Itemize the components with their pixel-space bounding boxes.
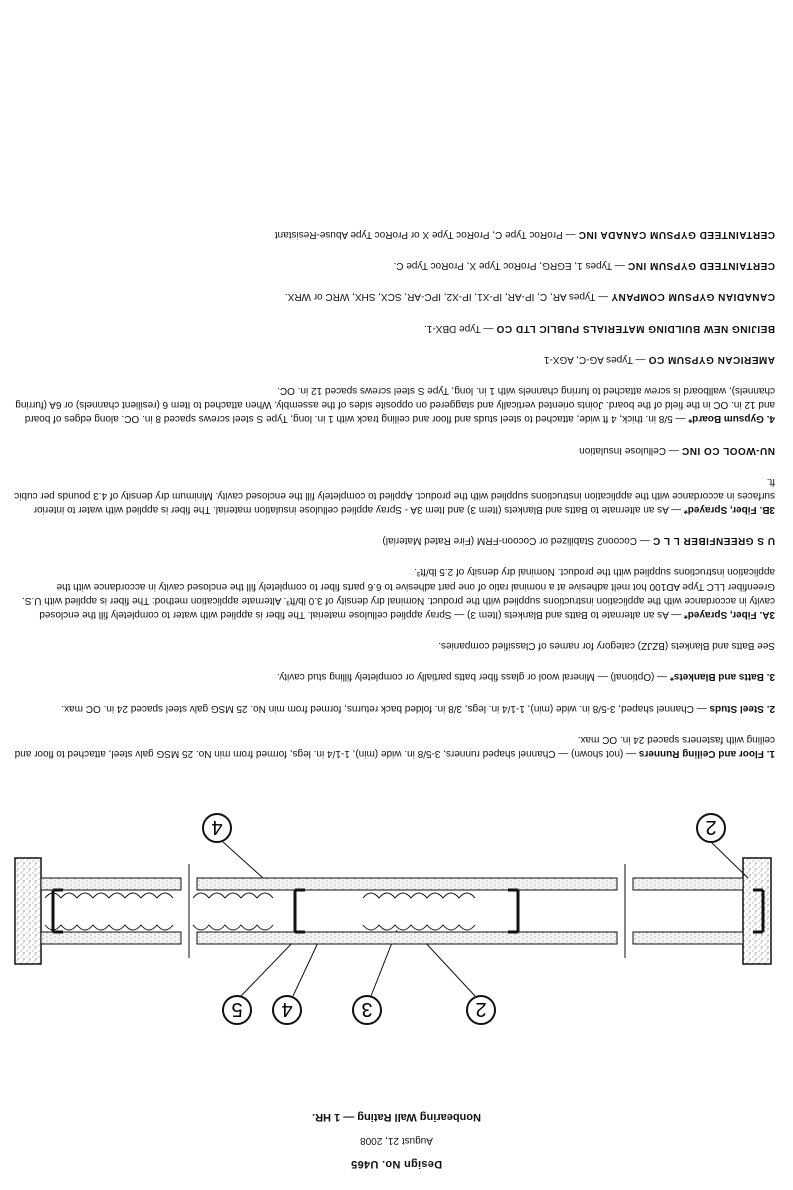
design-date: August 21, 2008 — [360, 1135, 433, 1146]
item-3a-manufacturer: U S GREENFIBER L L C — Cocoon2 Stabilized or Cocoon-FRM (Fire Rated Material) — [382, 535, 775, 547]
wall-rating: Nonbearing Wall Rating — 1 HR. — [312, 1111, 481, 1123]
item-3b-manufacturer: NU-WOOL CO INC — Cellulose Insulation — [579, 444, 775, 456]
svg-text:4: 4 — [281, 998, 293, 1020]
manufacturer-canadian-gypsum: CANADIAN GYPSUM COMPANY — Types AR, C, IP-AR, IP-X1, IP-X2, IPC-AR, SCX, SHX, WRC or WRX. — [284, 291, 775, 303]
item-4: 4. Gypsum Board* — 5/8 in. thick, 4 ft wide, attached to steel studs and floor and ceiling track with 1 in. long, Type S steel screws spaced 8 in. OC. along edges of board and 12 in. OC in the field of the board. Joints oriented vertically and staggered on opposite sides of the assembly. When attached to Item 6 (resilient channels) or 6A (furring channels), wallboard is screw attached to furring channels with 1 in. long, Type S steel screws spaced 12 in. OC. — [15, 385, 775, 425]
wall-section — [15, 858, 771, 964]
item-3: 3. Batts and Blankets* — (Optional) — Mineral wool or glass fiber batts partially or completely filling stud cavity. — [277, 671, 775, 683]
svg-text:4: 4 — [211, 816, 223, 838]
item-list — [13, 210, 775, 760]
item-2: 2. Steel Studs — Channel shaped, 3-5/8 in. wide (min), 1-1/4 in. legs, 3/8 in. folded back returns, formed from min No. 25 MSG galv steel spaced 24 in. OC max. — [61, 702, 775, 714]
svg-text:2: 2 — [705, 816, 717, 838]
design-number: Design No. U465 — [350, 1158, 443, 1170]
item-1: 1. Floor and Ceiling Runners — (not shown) — Channel shaped runners, 3-5/8 in. wide (min), 1-1/4 in. legs, formed from min No. 25 MSG galv steel, attached to floor and ceiling with fasteners spaced 24 in. OC max. — [14, 733, 775, 759]
item-3-note: See Batts and Blankets (BZJZ) category for names of Classified companies. — [438, 640, 775, 652]
page-header — [0, 1111, 793, 1170]
callout-2-top — [423, 940, 495, 1024]
svg-text:2: 2 — [475, 998, 487, 1020]
item-3b: 3B. Fiber, Sprayed* — As an alternate to Batts and Blankets (Item 3) and Item 3A - Spray applied cellulose insulation material. The fiber is applied with water to interior surfaces in accordance with the application instructions supplied with the product. Applied to completely fill the enclosed cavity. Minimum dry density of 4.3 pounds per cubic ft. — [14, 475, 775, 516]
item-3a: 3A. Fiber, Sprayed* — As an alternate to Batts and Blankets (Item 3) — Spray applied cellulose material. The fiber is applied with water to completely fill the enclosed cavity in accordance with the application instructions supplied with the product. Nominal dry density of 3.0 lb/ft³. Alternate application method: The fiber is applied with U.S. Greenfiber LLC Type AD100 hot melt adhesive at a nominal ratio of one part adhesive to 6.6 parts fiber to completely fill the enclosed cavity in accordance with the application instructions supplied with the product. Nominal dry density of 2.5 lb/ft³. — [22, 566, 775, 621]
callout-4-bottom — [203, 814, 263, 878]
callout-4-top — [273, 932, 323, 1024]
manufacturer-american-gypsum: AMERICAN GYPSUM CO — Types AG-C, AGX-1 — [543, 353, 775, 365]
callout-2-bottom — [697, 814, 748, 878]
manufacturer-beijing: BEIJING NEW BUILDING MATERIALS PUBLIC LTD CO — Type DBX-1. — [424, 322, 775, 334]
manufacturer-certainteed: CERTAINTEED GYPSUM INC — Types 1, EGRG, ProRoc Type X, ProRoc Type C. — [393, 260, 775, 272]
wall-section-drawing — [0, 800, 793, 1050]
svg-text:3: 3 — [361, 998, 373, 1020]
svg-text:5: 5 — [231, 998, 243, 1020]
manufacturer-certainteed-canada: CERTAINTEED GYPSUM CANADA INC — ProRoc Type C, ProRoc Type X or ProRoc Type Abuse-Resistant — [274, 229, 775, 241]
